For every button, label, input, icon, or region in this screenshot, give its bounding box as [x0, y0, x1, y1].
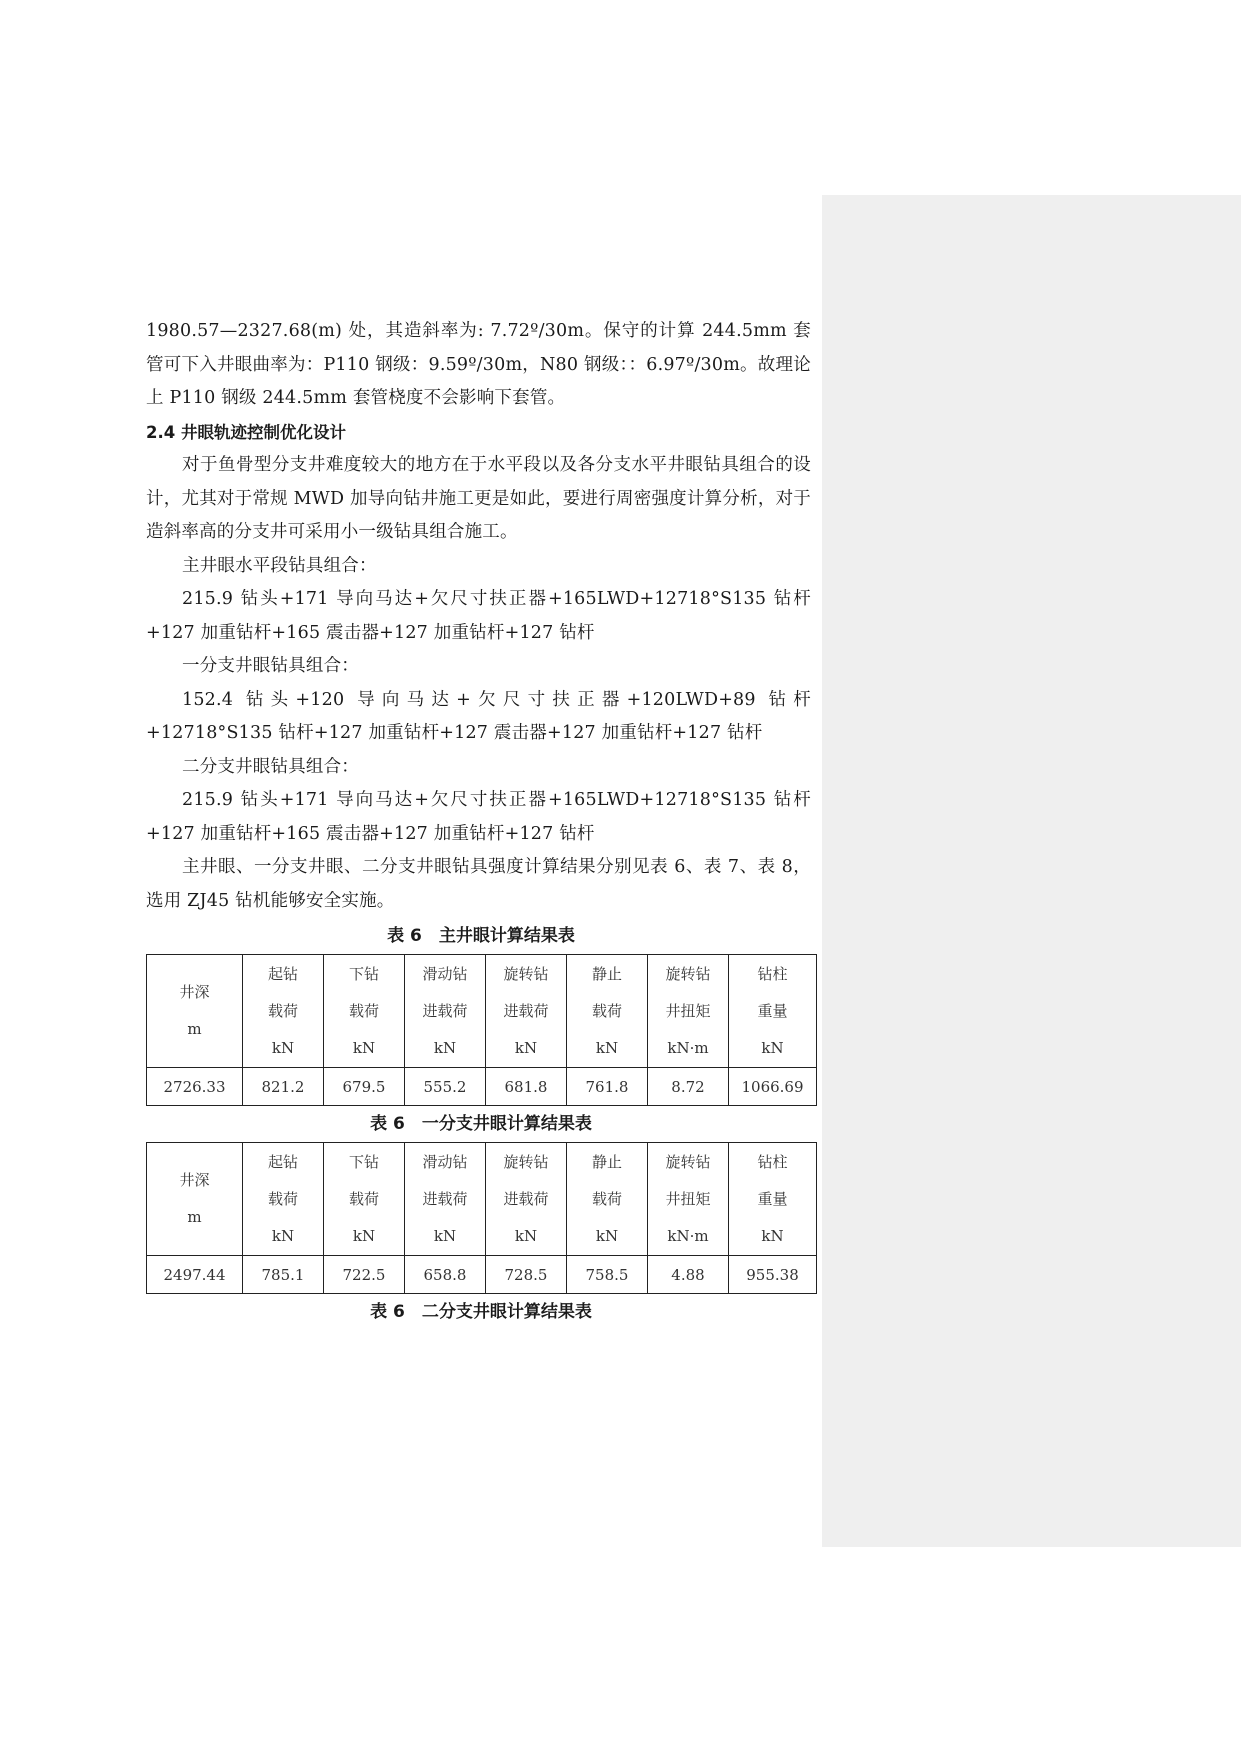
header-cell: 旋转钻 井扭矩 kN·m — [648, 955, 729, 1068]
comment-margin-panel — [822, 195, 1241, 1547]
header-cell: 滑动钻 进载荷 kN — [405, 955, 486, 1068]
header-cell: 静止 载荷 kN — [567, 1143, 648, 1256]
cell-rotary-load: 728.5 — [486, 1256, 567, 1294]
table-header-row — [147, 955, 817, 1068]
cell-tripin-load: 722.5 — [324, 1256, 405, 1294]
branch2-bha-label: 二分支井眼钻具组合： — [182, 756, 359, 777]
results-table-branch1 — [146, 1142, 817, 1294]
paragraph-summary: 主井眼、一分支井眼、二分支井眼钻具强度计算结果分别见表 6、表 7、表 8，选用 ZJ45 钻机能够安全实施。 — [146, 857, 811, 911]
cell-static-load: 758.5 — [567, 1256, 648, 1294]
main-bha-text: 215.9 钻头+171 导向马达+欠尺寸扶正器+165LWD+12718°S135 钻杆+127 加重钻杆+165 震击器+127 加重钻杆+127 钻杆 — [146, 589, 811, 643]
table-row — [147, 1256, 817, 1294]
branch1-bha-label: 一分支井眼钻具组合： — [182, 656, 359, 676]
section-heading: 2.4 井眼轨迹控制优化设计 — [146, 422, 346, 442]
header-cell: 旋转钻 进载荷 kN — [486, 1143, 567, 1256]
cell-string-weight: 955.38 — [729, 1256, 817, 1294]
paragraph-design: 对于鱼骨型分支井难度较大的地方在于水平段以及各分支水平井眼钻具组合的设计，尤其对于常规 MWD 加导向钻井施工更是如此，要进行周密强度计算分析，对于造斜率高的分支井可采用小一级钻具组合施工。 — [146, 455, 811, 542]
cell-rotary-load: 681.8 — [486, 1068, 567, 1106]
table-caption: 表 6 主井眼计算结果表 — [387, 926, 575, 946]
cell-tripout-load: 785.1 — [243, 1256, 324, 1294]
branch1-bha-text: 152.4 钻头+120 导向马达+欠尺寸扶正器+120LWD+89 钻杆+12718°S135 钻杆+127 加重钻杆+127 震击器+127 加重钻杆+127 钻杆 — [146, 689, 811, 743]
branch2-bha-text: 215.9 钻头+171 导向马达+欠尺寸扶正器+165LWD+12718°S135 钻杆+127 加重钻杆+165 震击器+127 加重钻杆+127 钻杆 — [146, 790, 811, 844]
header-cell: 起钻 载荷 kN — [243, 955, 324, 1068]
header-cell: 下钻 载荷 kN — [324, 955, 405, 1068]
results-table-main — [146, 954, 817, 1106]
cell-well-depth: 2726.33 — [147, 1068, 243, 1106]
cell-tripin-load: 679.5 — [324, 1068, 405, 1106]
cell-well-depth: 2497.44 — [147, 1256, 243, 1294]
table-caption: 表 6 一分支井眼计算结果表 — [370, 1114, 592, 1134]
table-caption: 表 6 二分支井眼计算结果表 — [370, 1302, 592, 1322]
table-header-row — [147, 1143, 817, 1256]
header-cell: 钻柱 重量 kN — [729, 1143, 817, 1256]
cell-torque: 4.88 — [648, 1256, 729, 1294]
header-cell: 下钻 载荷 kN — [324, 1143, 405, 1256]
document-body — [146, 315, 811, 1330]
table-row — [147, 1068, 817, 1106]
header-cell: 起钻 载荷 kN — [243, 1143, 324, 1256]
paragraph-casing: 1980.57—2327.68(m) 处，其造斜率为: 7.72º/30m。保守的计算 244.5mm 套管可下入井眼曲率为：P110 钢级：9.59º/30m，N80 钢级：：6.97º/30m。故理论上 P110 钢级 244.5mm 套管桡度不会影响下套管。 — [146, 321, 811, 408]
cell-torque: 8.72 — [648, 1068, 729, 1106]
main-bha-label: 主井眼水平段钻具组合： — [182, 555, 377, 576]
header-cell: 钻柱 重量 kN — [729, 955, 817, 1068]
cell-string-weight: 1066.69 — [729, 1068, 817, 1106]
cell-sliding-load: 555.2 — [405, 1068, 486, 1106]
cell-sliding-load: 658.8 — [405, 1256, 486, 1294]
header-cell: 静止 载荷 kN — [567, 955, 648, 1068]
header-cell: 旋转钻 进载荷 kN — [486, 955, 567, 1068]
cell-tripout-load: 821.2 — [243, 1068, 324, 1106]
header-cell: 井深 m — [147, 955, 243, 1068]
cell-static-load: 761.8 — [567, 1068, 648, 1106]
header-cell: 旋转钻 井扭矩 kN·m — [648, 1143, 729, 1256]
header-cell: 滑动钻 进载荷 kN — [405, 1143, 486, 1256]
header-cell: 井深 m — [147, 1143, 243, 1256]
